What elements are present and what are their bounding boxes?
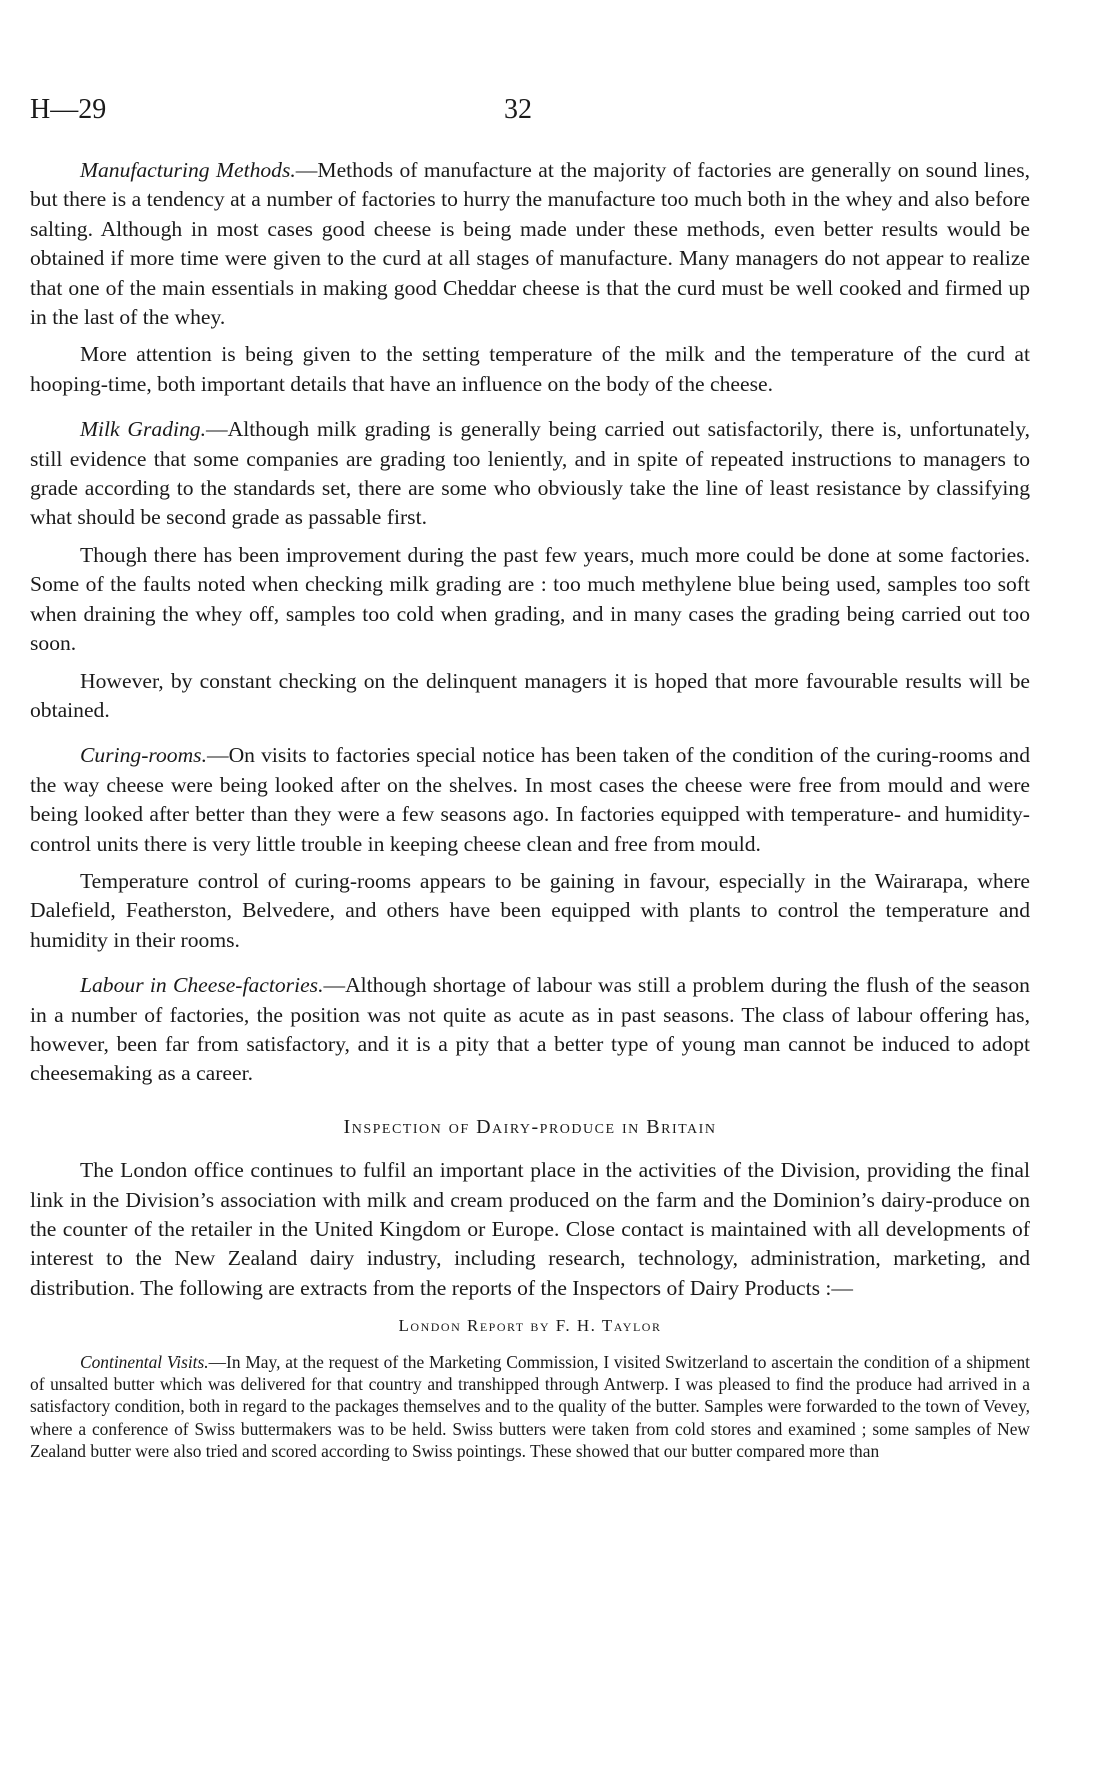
paragraph-text: Though there has been improvement during the past few years, much more could be done at some factories. Some of the faults noted when checking milk grading are : too much methylene blue being used, samples too soft when draining the whey off, samples too cold when grading, and in many cases the grading being carried out too soon. [30,542,1030,656]
page-body [30,156,1030,1462]
paragraph-text: —On visits to factories special notice has been taken of the condition of the curing-rooms and the way cheese were being looked after on the shelves. In most cases the cheese were free from mould and were being looked after better than they were a few seasons ago. In factories equipped with temperature- and humidity-control units there is very little trouble in keeping cheese clean and free from mould. [30,743,1030,856]
paragraph-text: The London office continues to fulfil an important place in the activities of the Division, providing the final link in the Division’s association with milk and cream produced on the farm and the Dominion’s dairy-produce on the counter of the retailer in the United Kingdom or Europe. Close contact is maintained with all developments of interest to the New Zealand dairy industry, including research, technology, administration, marketing, and distribution. The following are extracts from the reports of the Inspectors of Dairy Products :— [30,1158,1030,1300]
paragraph-text: —Although milk grading is generally being carried out satisfactorily, there is, unfortunately, still evidence that some companies are grading too leniently, and in spite of repeated instructions to managers to grade according to the standards set, there are some who obviously take the line of least resistance by classifying what should be second grade as passable first. [30,417,1030,530]
paragraph-london-office [30,1156,1030,1303]
paragraph-lead: Manufacturing Methods. [80,158,296,182]
running-head [30,92,1030,128]
section-heading: Inspection of Dairy-produce in Britain [343,1115,717,1138]
paragraph-text: —Methods of manufacture at the majority of factories are generally on sound lines, but there is a tendency at a number of factories to hurry the manufacture too much both in the whey and also before salting. Although in most cases good cheese is being made under these methods, even better results would be obtained if more time were given to the curd at all stages of manufacture. Many managers do not appear to realize that one of the main essentials in making good Cheddar cheese is that the curd must be well cooked and firmed up in the last of the whey. [30,158,1031,330]
paragraph-setting-temperature [30,340,1030,399]
report-heading: London Report by F. H. Taylor [398,1316,662,1336]
paragraph-labour [30,971,1030,1089]
paragraph-temperature-control [30,867,1030,955]
paragraph-text: More attention is being given to the setting temperature of the milk and the temperature of the curd at hooping-time, both important details that have an influence on the body of the cheese. [30,342,1030,396]
paragraph-lead: Curing-rooms. [80,743,207,768]
paragraph-milk-grading [30,415,1030,533]
report-body [30,1351,1030,1462]
paragraph-text: However, by constant checking on the delinquent managers it is hoped that more favourable results will be obtained. [30,668,1030,722]
paragraph-grading-faults [30,541,1030,659]
paragraph-text: Temperature control of curing-rooms appears to be gaining in favour, especially in the Wairarapa, where Dalefield, Featherston, Belvedere, and others have been equipped with plants to control the temperature and humidity in their rooms. [30,868,1030,952]
paragraph-text: —Although shortage of labour was still a problem during the flush of the season in a number of factories, the position was not quite as acute as in past seasons. The class of labour offering has, however, been far from satisfactory, and it is a pity that a better type of young man cannot be induced to adopt cheesemaking as a career. [30,973,1030,1086]
document-id: H—29 [30,94,107,125]
paragraph-checking-managers [30,667,1030,726]
paragraph-lead: Continental Visits. [80,1351,209,1372]
page-number: 32 [504,94,532,125]
paragraph-lead: Labour in Cheese-factories. [80,973,324,998]
paragraph-lead: Milk Grading. [80,417,206,442]
paragraph-curing-rooms [30,741,1030,859]
paragraph-text: —In May, at the request of the Marketing Commission, I visited Switzerland to ascertain the condition of a shipment of unsalted butter which was delivered for that country and transhipped through Antwerp. I was pleased to find the produce had arrived in a satisfactory condition, both in regard to the packages themselves and to the quality of the butter. Samples were forwarded to the town of Vevey, where a conference of Swiss buttermakers was to be held. Swiss butters were taken from cold stores and examined ; some samples of New Zealand butter were also tried and scored according to Swiss pointings. These showed that our butter compared more than [30,1351,1030,1461]
paragraph-manufacturing-methods [30,156,1030,332]
paragraph-continental-visits [30,1351,1030,1462]
